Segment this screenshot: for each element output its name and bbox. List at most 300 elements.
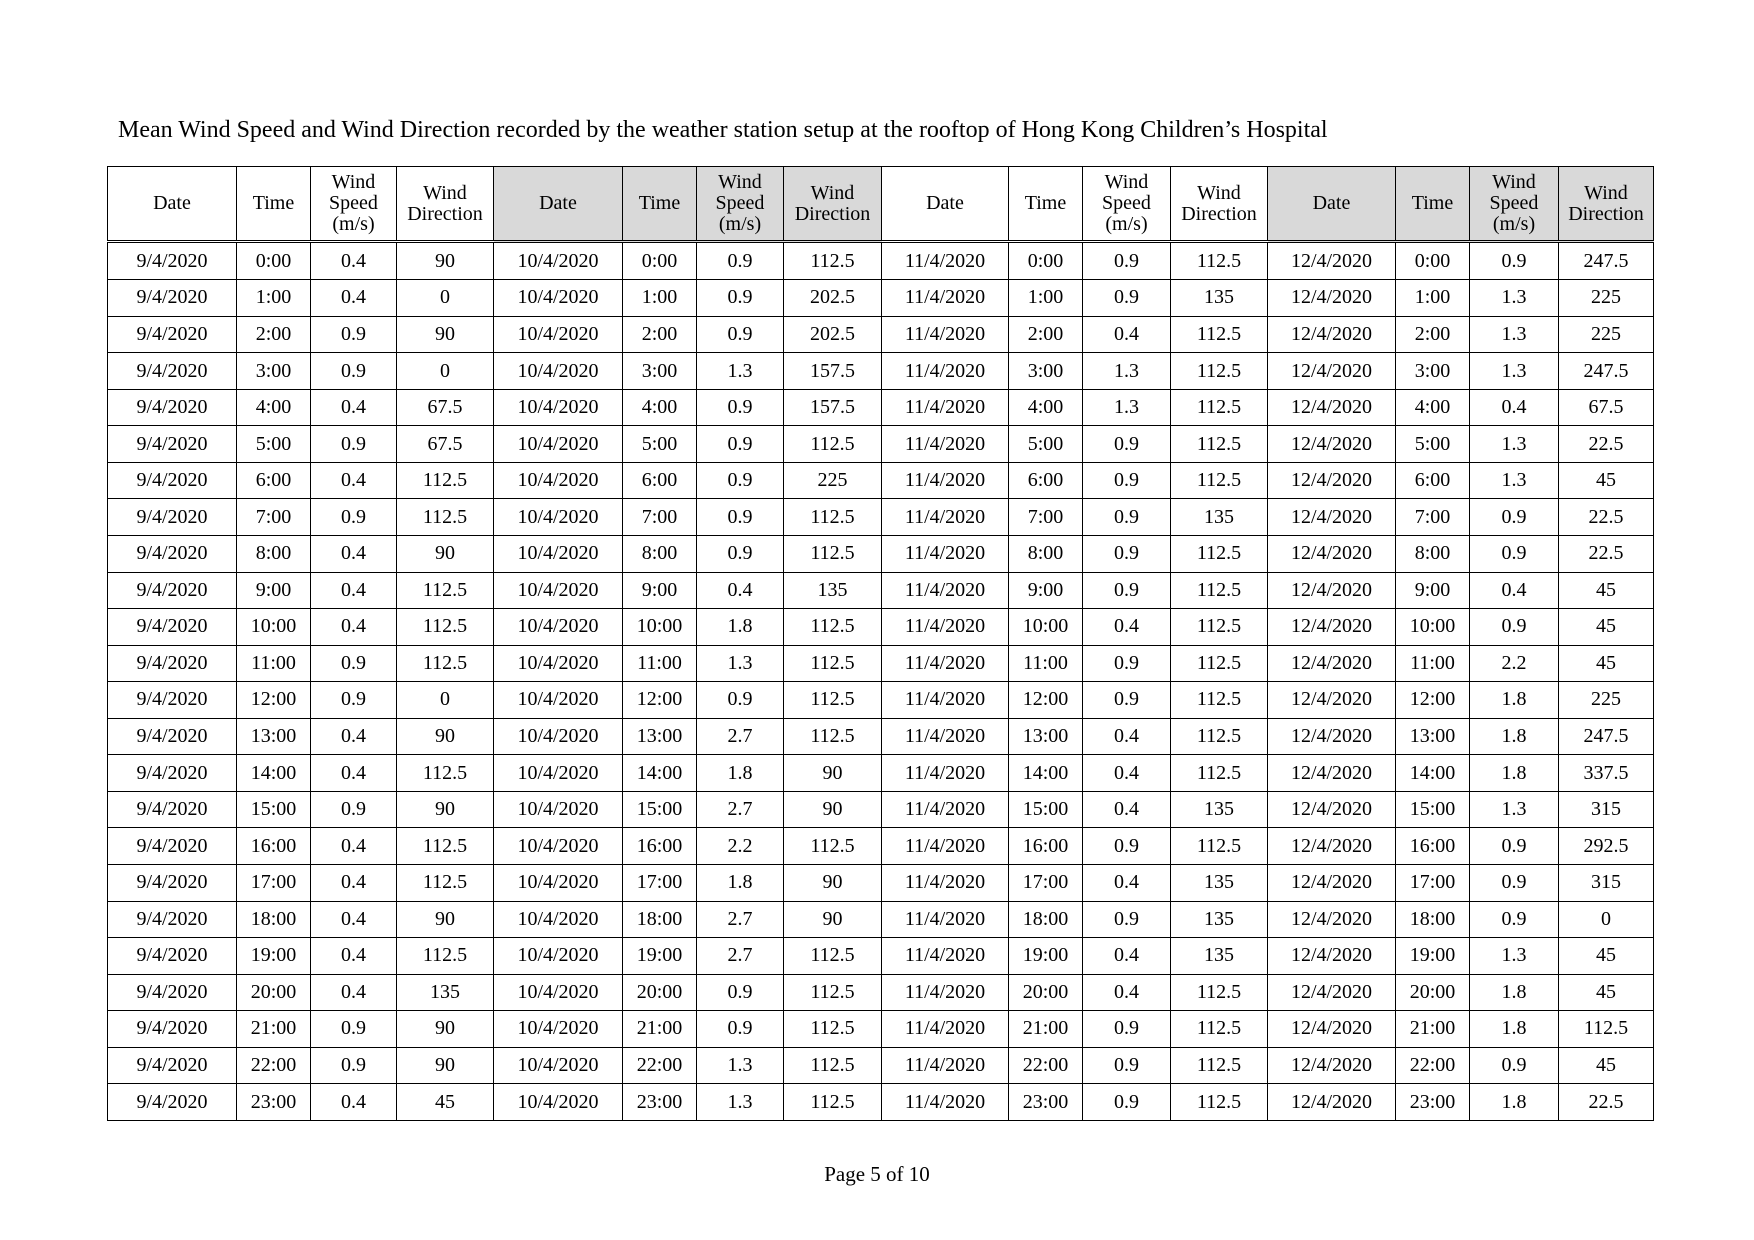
wind-speed-cell: 0.4 [311, 280, 397, 317]
wind-direction-cell: 45 [1559, 974, 1654, 1011]
wind-speed-cell: 1.8 [697, 864, 784, 901]
wind-direction-cell: 112.5 [1171, 828, 1268, 865]
wind-speed-cell: 0.9 [311, 682, 397, 719]
wind-speed-cell: 1.3 [1470, 316, 1559, 353]
time-cell: 7:00 [1009, 499, 1083, 536]
time-cell: 4:00 [1009, 389, 1083, 426]
date-cell: 10/4/2020 [494, 389, 623, 426]
wind-direction-cell: 45 [1559, 938, 1654, 975]
table-row [108, 280, 1654, 317]
time-cell: 19:00 [237, 938, 311, 975]
time-cell: 22:00 [623, 1047, 697, 1084]
wind-direction-cell: 22.5 [1559, 536, 1654, 573]
time-cell: 16:00 [1396, 828, 1470, 865]
wind-direction-cell: 112.5 [784, 645, 882, 682]
date-cell: 11/4/2020 [882, 901, 1009, 938]
time-cell: 17:00 [1009, 864, 1083, 901]
wind-speed-cell: 0.4 [1083, 864, 1171, 901]
wind-direction-cell: 112.5 [784, 536, 882, 573]
column-header-time [237, 167, 311, 242]
wind-speed-cell: 0.9 [697, 682, 784, 719]
date-cell: 11/4/2020 [882, 389, 1009, 426]
table-row [108, 389, 1654, 426]
wind-speed-cell: 0.4 [311, 609, 397, 646]
wind-direction-cell: 135 [784, 572, 882, 609]
wind-speed-cell: 0.4 [311, 389, 397, 426]
wind-direction-cell: 112.5 [784, 828, 882, 865]
time-cell: 1:00 [1009, 280, 1083, 317]
wind-speed-cell: 0.9 [697, 1011, 784, 1048]
column-header-label: Wind [331, 171, 376, 193]
column-header-label: Wind [1104, 171, 1149, 193]
wind-direction-cell: 112.5 [1171, 426, 1268, 463]
time-cell: 2:00 [237, 316, 311, 353]
table-row [108, 1047, 1654, 1084]
time-cell: 4:00 [623, 389, 697, 426]
wind-direction-cell: 90 [784, 864, 882, 901]
date-cell: 11/4/2020 [882, 499, 1009, 536]
date-cell: 12/4/2020 [1268, 1047, 1396, 1084]
time-cell: 12:00 [237, 682, 311, 719]
wind-direction-cell: 112.5 [784, 938, 882, 975]
wind-direction-cell: 112.5 [397, 864, 494, 901]
wind-direction-cell: 247.5 [1559, 353, 1654, 390]
time-cell: 0:00 [1396, 242, 1470, 280]
date-cell: 11/4/2020 [882, 536, 1009, 573]
wind-speed-cell: 0.9 [311, 316, 397, 353]
wind-direction-cell: 292.5 [1559, 828, 1654, 865]
date-cell: 12/4/2020 [1268, 572, 1396, 609]
wind-direction-cell: 112.5 [784, 718, 882, 755]
date-cell: 11/4/2020 [882, 645, 1009, 682]
time-cell: 7:00 [1396, 499, 1470, 536]
date-cell: 11/4/2020 [882, 1011, 1009, 1048]
time-cell: 13:00 [237, 718, 311, 755]
time-cell: 16:00 [1009, 828, 1083, 865]
wind-direction-cell: 135 [1171, 791, 1268, 828]
wind-direction-cell: 112.5 [1559, 1011, 1654, 1048]
wind-speed-cell: 0.4 [1083, 316, 1171, 353]
date-cell: 11/4/2020 [882, 682, 1009, 719]
wind-direction-cell: 337.5 [1559, 755, 1654, 792]
column-header-label: Time [252, 192, 295, 214]
wind-speed-cell: 1.8 [1470, 1084, 1559, 1121]
time-cell: 23:00 [1396, 1084, 1470, 1121]
column-header-wind-direction [1171, 167, 1268, 242]
date-cell: 9/4/2020 [108, 1084, 237, 1121]
table-row [108, 974, 1654, 1011]
wind-speed-cell: 1.3 [697, 1047, 784, 1084]
wind-direction-cell: 135 [1171, 901, 1268, 938]
date-cell: 10/4/2020 [494, 353, 623, 390]
wind-direction-cell: 112.5 [784, 1084, 882, 1121]
time-cell: 0:00 [1009, 242, 1083, 280]
time-cell: 17:00 [237, 864, 311, 901]
wind-direction-cell: 112.5 [1171, 1047, 1268, 1084]
time-cell: 3:00 [237, 353, 311, 390]
time-cell: 5:00 [1396, 426, 1470, 463]
table-row [108, 316, 1654, 353]
wind-direction-cell: 22.5 [1559, 426, 1654, 463]
time-cell: 1:00 [1396, 280, 1470, 317]
time-cell: 11:00 [237, 645, 311, 682]
wind-speed-cell: 0.4 [311, 536, 397, 573]
time-cell: 20:00 [1396, 974, 1470, 1011]
column-header-time [623, 167, 697, 242]
wind-direction-cell: 112.5 [1171, 609, 1268, 646]
date-cell: 10/4/2020 [494, 938, 623, 975]
time-cell: 15:00 [623, 791, 697, 828]
column-header-label: Speed [715, 192, 765, 214]
date-cell: 10/4/2020 [494, 901, 623, 938]
table-row [108, 572, 1654, 609]
wind-direction-cell: 22.5 [1559, 1084, 1654, 1121]
date-cell: 9/4/2020 [108, 791, 237, 828]
date-cell: 12/4/2020 [1268, 242, 1396, 280]
time-cell: 9:00 [1009, 572, 1083, 609]
column-header-wind-speed [1470, 167, 1559, 242]
column-header-label: (m/s) [332, 213, 375, 235]
wind-direction-cell: 157.5 [784, 389, 882, 426]
wind-speed-cell: 0.4 [1083, 718, 1171, 755]
wind-speed-cell: 0.4 [1083, 791, 1171, 828]
wind-direction-cell: 135 [1171, 864, 1268, 901]
date-cell: 9/4/2020 [108, 645, 237, 682]
date-cell: 9/4/2020 [108, 280, 237, 317]
wind-direction-cell: 90 [397, 901, 494, 938]
wind-speed-cell: 0.9 [1083, 828, 1171, 865]
wind-direction-cell: 135 [397, 974, 494, 1011]
wind-speed-cell: 1.8 [1470, 682, 1559, 719]
date-cell: 12/4/2020 [1268, 280, 1396, 317]
wind-direction-cell: 0 [1559, 901, 1654, 938]
column-header-label: Direction [407, 202, 483, 225]
wind-direction-cell: 112.5 [1171, 389, 1268, 426]
time-cell: 6:00 [1009, 462, 1083, 499]
time-cell: 9:00 [623, 572, 697, 609]
time-cell: 10:00 [623, 609, 697, 646]
time-cell: 16:00 [623, 828, 697, 865]
wind-speed-cell: 0.9 [1470, 828, 1559, 865]
wind-speed-cell: 0.4 [311, 1084, 397, 1121]
wind-direction-cell: 67.5 [1559, 389, 1654, 426]
date-cell: 11/4/2020 [882, 791, 1009, 828]
time-cell: 13:00 [1396, 718, 1470, 755]
date-cell: 10/4/2020 [494, 1011, 623, 1048]
date-cell: 12/4/2020 [1268, 462, 1396, 499]
wind-direction-cell: 45 [1559, 1047, 1654, 1084]
table-row [108, 864, 1654, 901]
time-cell: 16:00 [237, 828, 311, 865]
column-header-label: Speed [1489, 192, 1539, 214]
date-cell: 11/4/2020 [882, 864, 1009, 901]
wind-direction-cell: 112.5 [784, 609, 882, 646]
wind-speed-cell: 0.9 [697, 499, 784, 536]
time-cell: 4:00 [237, 389, 311, 426]
column-header-label: Wind [1197, 181, 1241, 204]
date-cell: 12/4/2020 [1268, 828, 1396, 865]
date-cell: 12/4/2020 [1268, 499, 1396, 536]
wind-direction-cell: 225 [1559, 682, 1654, 719]
date-cell: 10/4/2020 [494, 280, 623, 317]
wind-direction-cell: 0 [397, 280, 494, 317]
wind-direction-cell: 67.5 [397, 389, 494, 426]
wind-speed-cell: 0.4 [697, 572, 784, 609]
wind-speed-cell: 0.9 [311, 791, 397, 828]
wind-speed-cell: 0.9 [1083, 280, 1171, 317]
wind-direction-cell: 112.5 [397, 499, 494, 536]
wind-direction-cell: 112.5 [397, 755, 494, 792]
column-header-date [494, 167, 623, 242]
wind-direction-cell: 112.5 [397, 572, 494, 609]
table-row [108, 499, 1654, 536]
date-cell: 12/4/2020 [1268, 938, 1396, 975]
time-cell: 23:00 [623, 1084, 697, 1121]
time-cell: 14:00 [1009, 755, 1083, 792]
column-header-label: Wind [423, 181, 467, 204]
date-cell: 9/4/2020 [108, 864, 237, 901]
wind-speed-cell: 0.9 [311, 499, 397, 536]
table-row [108, 609, 1654, 646]
date-cell: 9/4/2020 [108, 426, 237, 463]
wind-direction-cell: 202.5 [784, 280, 882, 317]
wind-direction-cell: 135 [1171, 499, 1268, 536]
date-cell: 12/4/2020 [1268, 755, 1396, 792]
wind-speed-cell: 1.3 [1470, 426, 1559, 463]
time-cell: 8:00 [1396, 536, 1470, 573]
column-header-label: Time [638, 192, 681, 214]
date-cell: 9/4/2020 [108, 682, 237, 719]
date-cell: 11/4/2020 [882, 426, 1009, 463]
wind-speed-cell: 0.4 [311, 938, 397, 975]
column-header-date [882, 167, 1009, 242]
wind-speed-cell: 2.7 [697, 901, 784, 938]
table-row [108, 645, 1654, 682]
wind-direction-cell: 90 [784, 755, 882, 792]
time-cell: 14:00 [623, 755, 697, 792]
time-cell: 14:00 [237, 755, 311, 792]
column-header-label: Wind [810, 181, 855, 204]
time-cell: 9:00 [1396, 572, 1470, 609]
wind-direction-cell: 247.5 [1559, 718, 1654, 755]
wind-direction-cell: 225 [1559, 280, 1654, 317]
time-cell: 23:00 [237, 1084, 311, 1121]
time-cell: 19:00 [1009, 938, 1083, 975]
wind-direction-cell: 90 [397, 1011, 494, 1048]
date-cell: 11/4/2020 [882, 462, 1009, 499]
date-cell: 12/4/2020 [1268, 536, 1396, 573]
date-cell: 9/4/2020 [108, 718, 237, 755]
wind-speed-cell: 0.9 [311, 1011, 397, 1048]
wind-speed-cell: 0.9 [1470, 864, 1559, 901]
date-cell: 10/4/2020 [494, 1084, 623, 1121]
column-header-label: Date [153, 192, 191, 214]
date-cell: 11/4/2020 [882, 1084, 1009, 1121]
date-cell: 10/4/2020 [494, 682, 623, 719]
wind-speed-cell: 0.9 [1083, 536, 1171, 573]
wind-direction-cell: 112.5 [1171, 572, 1268, 609]
wind-direction-cell: 135 [1171, 938, 1268, 975]
wind-direction-cell: 135 [1171, 280, 1268, 317]
date-cell: 10/4/2020 [494, 718, 623, 755]
date-cell: 9/4/2020 [108, 938, 237, 975]
column-header-label: Date [926, 192, 964, 214]
date-cell: 10/4/2020 [494, 499, 623, 536]
wind-speed-cell: 0.9 [1470, 499, 1559, 536]
wind-data-table [107, 166, 1654, 1121]
wind-speed-cell: 0.4 [1083, 938, 1171, 975]
date-cell: 12/4/2020 [1268, 682, 1396, 719]
wind-speed-cell: 0.4 [311, 718, 397, 755]
wind-direction-cell: 112.5 [1171, 645, 1268, 682]
time-cell: 2:00 [1396, 316, 1470, 353]
time-cell: 10:00 [1396, 609, 1470, 646]
wind-direction-cell: 90 [784, 901, 882, 938]
column-header-wind-direction [1559, 167, 1654, 242]
wind-speed-cell: 1.3 [1470, 353, 1559, 390]
wind-speed-cell: 2.2 [1470, 645, 1559, 682]
date-cell: 10/4/2020 [494, 828, 623, 865]
wind-speed-cell: 0.9 [1083, 499, 1171, 536]
time-cell: 17:00 [1396, 864, 1470, 901]
date-cell: 11/4/2020 [882, 316, 1009, 353]
time-cell: 13:00 [1009, 718, 1083, 755]
date-cell: 12/4/2020 [1268, 901, 1396, 938]
wind-direction-cell: 45 [1559, 462, 1654, 499]
wind-speed-cell: 0.9 [697, 389, 784, 426]
time-cell: 0:00 [237, 242, 311, 280]
wind-direction-cell: 90 [784, 791, 882, 828]
column-header-label: Wind [1584, 181, 1628, 204]
wind-direction-cell: 67.5 [397, 426, 494, 463]
date-cell: 12/4/2020 [1268, 1084, 1396, 1121]
time-cell: 5:00 [623, 426, 697, 463]
column-header-label: Time [1411, 192, 1454, 214]
column-header-label: Date [539, 192, 577, 214]
time-cell: 21:00 [623, 1011, 697, 1048]
date-cell: 10/4/2020 [494, 426, 623, 463]
table-row [108, 1084, 1654, 1121]
date-cell: 11/4/2020 [882, 755, 1009, 792]
column-header-date [108, 167, 237, 242]
wind-direction-cell: 112.5 [1171, 1011, 1268, 1048]
date-cell: 12/4/2020 [1268, 645, 1396, 682]
time-cell: 20:00 [1009, 974, 1083, 1011]
time-cell: 10:00 [1009, 609, 1083, 646]
date-cell: 9/4/2020 [108, 499, 237, 536]
date-cell: 10/4/2020 [494, 791, 623, 828]
table-row [108, 242, 1654, 280]
wind-direction-cell: 45 [1559, 645, 1654, 682]
date-cell: 11/4/2020 [882, 974, 1009, 1011]
time-cell: 5:00 [237, 426, 311, 463]
date-cell: 10/4/2020 [494, 1047, 623, 1084]
table-row [108, 536, 1654, 573]
time-cell: 13:00 [623, 718, 697, 755]
wind-direction-cell: 0 [397, 682, 494, 719]
wind-speed-cell: 1.8 [697, 609, 784, 646]
wind-speed-cell: 0.9 [1083, 1047, 1171, 1084]
time-cell: 1:00 [237, 280, 311, 317]
wind-speed-cell: 0.9 [1083, 426, 1171, 463]
date-cell: 9/4/2020 [108, 974, 237, 1011]
table-body [108, 242, 1654, 1121]
date-cell: 9/4/2020 [108, 316, 237, 353]
time-cell: 18:00 [1009, 901, 1083, 938]
wind-speed-cell: 1.3 [1470, 791, 1559, 828]
wind-speed-cell: 0.9 [1470, 536, 1559, 573]
date-cell: 9/4/2020 [108, 1047, 237, 1084]
page-number: Page 5 of 10 [824, 1162, 930, 1186]
wind-direction-cell: 90 [397, 536, 494, 573]
wind-direction-cell: 45 [397, 1084, 494, 1121]
date-cell: 12/4/2020 [1268, 389, 1396, 426]
wind-speed-cell: 1.8 [697, 755, 784, 792]
wind-speed-cell: 0.9 [1470, 1047, 1559, 1084]
table-row [108, 901, 1654, 938]
table-row [108, 755, 1654, 792]
date-cell: 11/4/2020 [882, 718, 1009, 755]
wind-speed-cell: 1.8 [1470, 1011, 1559, 1048]
time-cell: 12:00 [1396, 682, 1470, 719]
column-header-label: Wind [1492, 171, 1536, 193]
column-header-label: Time [1024, 192, 1067, 214]
wind-speed-cell: 0.9 [697, 316, 784, 353]
column-header-label: (m/s) [1492, 213, 1536, 235]
wind-direction-cell: 112.5 [397, 462, 494, 499]
wind-direction-cell: 315 [1559, 791, 1654, 828]
wind-speed-cell: 0.9 [1083, 645, 1171, 682]
date-cell: 12/4/2020 [1268, 1011, 1396, 1048]
date-cell: 10/4/2020 [494, 572, 623, 609]
date-cell: 11/4/2020 [882, 938, 1009, 975]
wind-speed-cell: 0.9 [311, 1047, 397, 1084]
date-cell: 9/4/2020 [108, 572, 237, 609]
wind-direction-cell: 112.5 [1171, 462, 1268, 499]
column-header-wind-speed [697, 167, 784, 242]
wind-direction-cell: 112.5 [397, 938, 494, 975]
date-cell: 9/4/2020 [108, 755, 237, 792]
table-row [108, 718, 1654, 755]
date-cell: 11/4/2020 [882, 353, 1009, 390]
wind-speed-cell: 0.9 [697, 462, 784, 499]
wind-speed-cell: 0.9 [697, 974, 784, 1011]
wind-speed-cell: 1.3 [1470, 462, 1559, 499]
wind-direction-cell: 112.5 [1171, 755, 1268, 792]
time-cell: 3:00 [1396, 353, 1470, 390]
time-cell: 2:00 [623, 316, 697, 353]
time-cell: 11:00 [1009, 645, 1083, 682]
time-cell: 11:00 [623, 645, 697, 682]
column-header-label: (m/s) [718, 213, 762, 235]
wind-speed-cell: 0.9 [697, 536, 784, 573]
table-row [108, 791, 1654, 828]
wind-speed-cell: 1.3 [697, 1084, 784, 1121]
date-cell: 12/4/2020 [1268, 718, 1396, 755]
wind-direction-cell: 112.5 [784, 426, 882, 463]
wind-speed-cell: 0.4 [1470, 572, 1559, 609]
date-cell: 9/4/2020 [108, 1011, 237, 1048]
wind-speed-cell: 1.3 [697, 645, 784, 682]
wind-direction-cell: 112.5 [397, 645, 494, 682]
wind-speed-cell: 2.7 [697, 718, 784, 755]
column-header-wind-speed [1083, 167, 1171, 242]
wind-direction-cell: 112.5 [784, 1011, 882, 1048]
table-row [108, 938, 1654, 975]
time-cell: 21:00 [237, 1011, 311, 1048]
column-header-label: Direction [794, 202, 871, 225]
time-cell: 6:00 [1396, 462, 1470, 499]
